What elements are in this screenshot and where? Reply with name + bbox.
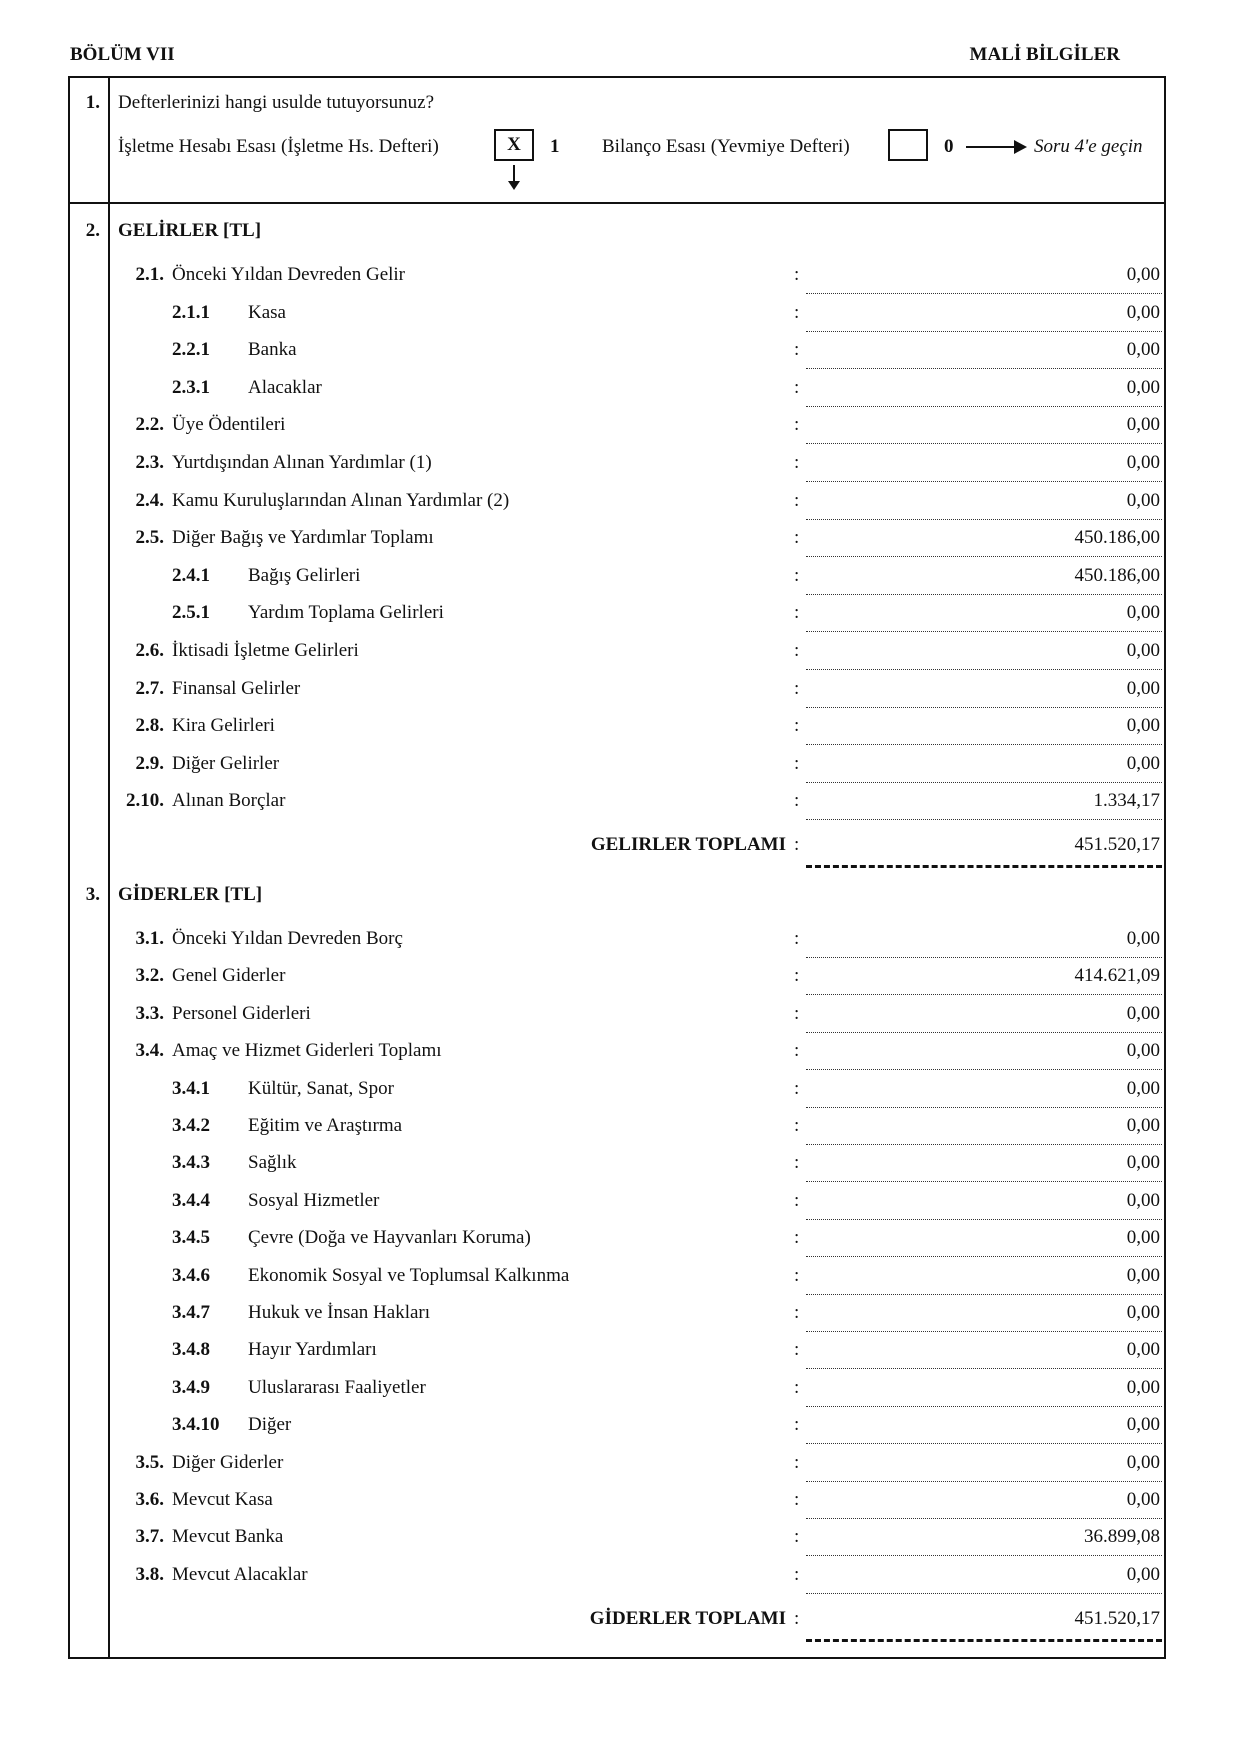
expense-row: [70, 1377, 1164, 1399]
expense-row: [70, 1339, 1164, 1361]
expense-row: [70, 1265, 1164, 1287]
income-total-row: [70, 834, 1164, 856]
row-label: Kira Gelirleri: [172, 715, 275, 737]
income-row: [70, 602, 1164, 624]
row-amount-field[interactable]: 0,00: [806, 302, 1162, 332]
row-number: 2.4.1: [172, 564, 210, 586]
expense-row: [70, 1564, 1164, 1586]
row-label: Diğer Bağış ve Yardımlar Toplamı: [172, 527, 434, 549]
row-number: 3.6.: [135, 1489, 164, 1510]
row-amount-field[interactable]: 0,00: [806, 1227, 1162, 1257]
row-amount-field[interactable]: 450.186,00: [806, 565, 1162, 595]
row-amount-field[interactable]: 0,00: [806, 339, 1162, 369]
row-number: 2.7.: [135, 677, 164, 699]
total-amount-field[interactable]: 451.520,17: [806, 1608, 1162, 1642]
row-label: Eğitim ve Araştırma: [248, 1115, 403, 1136]
row-colon: :: [794, 1526, 800, 1548]
row-label: Kültür, Sanat, Spor: [248, 1077, 394, 1099]
row-label: Diğer Giderler: [172, 1451, 284, 1473]
row-colon: :: [794, 965, 800, 987]
row-number: 2.9.: [135, 752, 164, 774]
goto-instruction: Soru 4'e geçin: [1034, 136, 1143, 157]
income-row: [70, 715, 1164, 737]
row-number: 3.4.6: [172, 1264, 210, 1286]
income-row: [70, 414, 1164, 436]
row-label: Kamu Kuruluşlarından Alınan Yardımlar (2): [172, 489, 510, 511]
row-label: Alınan Borçlar: [172, 790, 286, 812]
row-colon: :: [794, 376, 800, 398]
row-number: 3.4.3: [172, 1152, 210, 1174]
row-label: İktisadi İşletme Gelirleri: [172, 640, 359, 661]
row-label: Hayır Yardımları: [248, 1339, 377, 1361]
row-amount-field[interactable]: 0,00: [806, 1489, 1162, 1519]
row-label: Önceki Yıldan Devreden Borç: [172, 928, 403, 949]
row-amount-field[interactable]: 0,00: [806, 1414, 1162, 1444]
question-1-number: 1.: [85, 92, 100, 113]
row-colon: :: [794, 1451, 800, 1473]
total-label: GİDERLER TOPLAMI: [589, 1607, 786, 1629]
row-colon: :: [794, 1264, 800, 1286]
row-number: 3.7.: [135, 1526, 164, 1548]
form-frame: [68, 76, 1166, 1659]
row-amount-field[interactable]: 0,00: [806, 1152, 1162, 1182]
row-label: Sosyal Hizmetler: [248, 1189, 380, 1211]
row-amount-field[interactable]: 0,00: [806, 1302, 1162, 1332]
income-row: [70, 678, 1164, 700]
row-amount-field[interactable]: 414.621,09: [806, 965, 1162, 995]
row-colon: :: [794, 264, 800, 285]
row-number: 2.3.: [135, 452, 164, 473]
row-label: Önceki Yıldan Devreden Gelir: [172, 264, 406, 285]
row-colon: :: [794, 1339, 800, 1361]
row-colon: :: [794, 1152, 800, 1174]
row-number: 2.1.: [135, 264, 164, 285]
row-amount-field[interactable]: 0,00: [806, 1078, 1162, 1108]
income-row: [70, 490, 1164, 512]
row-number: 2.4.: [135, 489, 164, 511]
row-colon: :: [794, 1489, 800, 1510]
row-colon: :: [794, 1227, 800, 1249]
row-number: 3.4.2: [172, 1115, 210, 1136]
row-amount-field[interactable]: 0,00: [806, 452, 1162, 482]
question-divider: [70, 202, 1164, 204]
row-label: Personel Giderleri: [172, 1002, 311, 1024]
expense-title: GİDERLER [TL]: [118, 884, 263, 905]
row-colon: :: [794, 928, 800, 949]
row-label: Çevre (Doğa ve Hayvanları Koruma): [248, 1227, 531, 1249]
arrow-down-icon: [507, 165, 521, 196]
row-number: 2.2.1: [172, 339, 210, 361]
row-colon: :: [794, 452, 800, 473]
question-1-text: Defterlerinizi hangi usulde tutuyorsunuz?: [118, 92, 435, 113]
row-colon: :: [794, 790, 800, 812]
expense-row: [70, 1040, 1164, 1062]
row-colon: :: [794, 564, 800, 586]
row-colon: :: [794, 752, 800, 774]
option-2-label: Bilanço Esası (Yevmiye Defteri): [602, 136, 850, 157]
row-number: 3.4.7: [172, 1302, 210, 1323]
total-label: GELIRLER TOPLAMI: [590, 834, 786, 856]
row-colon: :: [794, 715, 800, 737]
option-2-code: 0: [944, 136, 954, 157]
row-colon: :: [794, 640, 800, 661]
income-row: [70, 377, 1164, 399]
row-colon: :: [794, 1002, 800, 1024]
row-colon: :: [794, 1563, 800, 1585]
row-colon: :: [794, 414, 800, 436]
row-amount-field[interactable]: 0,00: [806, 1115, 1162, 1145]
row-amount-field[interactable]: 0,00: [806, 928, 1162, 958]
section-title: MALİ BİLGİLER: [969, 44, 1120, 65]
income-row: [70, 302, 1164, 324]
total-colon: :: [794, 834, 800, 856]
expense-row: [70, 965, 1164, 987]
row-amount-field[interactable]: 0,00: [806, 1040, 1162, 1070]
arrow-right-icon: [966, 137, 1028, 162]
row-label: Mevcut Alacaklar: [172, 1563, 308, 1585]
expense-row: [70, 1452, 1164, 1474]
row-amount-field[interactable]: 0,00: [806, 1452, 1162, 1482]
row-number: 3.4.: [135, 1040, 164, 1062]
row-colon: :: [794, 1414, 800, 1436]
expense-row: [70, 1115, 1164, 1137]
row-label: Yardım Toplama Gelirleri: [248, 602, 444, 624]
row-label: Yurtdışından Alınan Yardımlar (1): [172, 452, 432, 473]
row-colon: :: [794, 1189, 800, 1211]
income-row: [70, 753, 1164, 775]
row-label: Hukuk ve İnsan Hakları: [248, 1302, 431, 1323]
row-number: 3.4.5: [172, 1227, 210, 1249]
row-amount-field[interactable]: 0,00: [806, 640, 1162, 670]
row-colon: :: [794, 1077, 800, 1099]
row-label: Ekonomik Sosyal ve Toplumsal Kalkınma: [248, 1264, 570, 1286]
row-number: 2.8.: [135, 715, 164, 737]
section-label: BÖLÜM VII: [70, 44, 175, 65]
option-1-label: İşletme Hesabı Esası (İşletme Hs. Defteri): [118, 136, 439, 157]
row-label: Diğer Gelirler: [172, 752, 280, 774]
expense-row: [70, 1526, 1164, 1548]
expense-row: [70, 1003, 1164, 1025]
row-number: 3.5.: [135, 1451, 164, 1473]
row-label: Bağış Gelirleri: [248, 564, 361, 586]
row-amount-field[interactable]: 0,00: [806, 753, 1162, 783]
income-row: [70, 640, 1164, 662]
expense-row: [70, 928, 1164, 950]
row-label: Kasa: [248, 301, 286, 323]
row-number: 3.4.1: [172, 1077, 210, 1099]
expense-row: [70, 1078, 1164, 1100]
option-1-checkbox[interactable]: X: [494, 129, 534, 161]
option-1-code: 1: [550, 136, 560, 157]
row-number: 2.6.: [135, 640, 164, 661]
row-number: 2.3.1: [172, 376, 210, 398]
row-amount-field[interactable]: 0,00: [806, 414, 1162, 444]
income-row: [70, 452, 1164, 474]
income-row: [70, 565, 1164, 587]
row-label: Üye Ödentileri: [172, 414, 286, 436]
row-amount-field[interactable]: 36.899,08: [806, 1526, 1162, 1556]
expense-row: [70, 1414, 1164, 1436]
row-amount-field[interactable]: 0,00: [806, 602, 1162, 632]
row-amount-field[interactable]: 0,00: [806, 1377, 1162, 1407]
total-colon: :: [794, 1607, 800, 1629]
row-amount-field[interactable]: 0,00: [806, 678, 1162, 708]
row-colon: :: [794, 301, 800, 323]
row-number: 3.2.: [135, 965, 164, 987]
row-amount-field[interactable]: 0,00: [806, 1564, 1162, 1594]
row-colon: :: [794, 602, 800, 624]
expense-row: [70, 1227, 1164, 1249]
row-colon: :: [794, 527, 800, 549]
row-number: 2.10.: [126, 790, 164, 812]
income-row: [70, 527, 1164, 549]
section-3-number: 3.: [85, 884, 100, 905]
option-2-checkbox[interactable]: [888, 129, 928, 161]
row-colon: :: [794, 339, 800, 361]
row-amount-field[interactable]: 0,00: [806, 490, 1162, 520]
row-number: 2.5.: [135, 527, 164, 549]
row-label: Alacaklar: [248, 376, 322, 398]
income-title: GELİRLER [TL]: [118, 220, 262, 241]
row-label: Uluslararası Faaliyetler: [248, 1376, 426, 1398]
row-label: Sağlık: [248, 1152, 297, 1174]
row-number: 3.4.10: [172, 1414, 220, 1436]
income-row: [70, 339, 1164, 361]
row-number: 2.1.1: [172, 301, 210, 323]
row-number: 2.2.: [135, 414, 164, 436]
row-number: 3.4.8: [172, 1339, 210, 1361]
row-amount-field[interactable]: 0,00: [806, 1190, 1162, 1220]
row-label: Mevcut Kasa: [172, 1489, 273, 1510]
row-label: Genel Giderler: [172, 965, 286, 987]
row-amount-field[interactable]: 0,00: [806, 1003, 1162, 1033]
row-colon: :: [794, 1040, 800, 1062]
row-amount-field[interactable]: 0,00: [806, 264, 1162, 294]
row-label: Diğer: [248, 1414, 292, 1436]
row-colon: :: [794, 677, 800, 699]
row-amount-field[interactable]: 450.186,00: [806, 527, 1162, 557]
total-amount-field[interactable]: 451.520,17: [806, 834, 1162, 868]
row-amount-field[interactable]: 1.334,17: [806, 790, 1162, 820]
row-amount-field[interactable]: 0,00: [806, 1265, 1162, 1295]
expense-row: [70, 1190, 1164, 1212]
row-number: 3.3.: [135, 1002, 164, 1024]
row-colon: :: [794, 1376, 800, 1398]
expense-row: [70, 1489, 1164, 1511]
row-amount-field[interactable]: 0,00: [806, 1339, 1162, 1369]
row-colon: :: [794, 1115, 800, 1136]
expense-total-row: [70, 1608, 1164, 1630]
income-row: [70, 790, 1164, 812]
row-number: 3.4.9: [172, 1376, 210, 1398]
row-label: Banka: [248, 339, 297, 361]
row-amount-field[interactable]: 0,00: [806, 377, 1162, 407]
row-number: 2.5.1: [172, 602, 210, 624]
row-label: Amaç ve Hizmet Giderleri Toplamı: [172, 1040, 442, 1062]
row-label: Finansal Gelirler: [172, 677, 301, 699]
row-number: 3.8.: [135, 1563, 164, 1585]
expense-row: [70, 1152, 1164, 1174]
income-row: [70, 264, 1164, 286]
row-label: Mevcut Banka: [172, 1526, 284, 1548]
section-2-number: 2.: [85, 220, 100, 241]
row-number: 3.4.4: [172, 1189, 210, 1211]
row-amount-field[interactable]: 0,00: [806, 715, 1162, 745]
expense-row: [70, 1302, 1164, 1324]
row-number: 3.1.: [135, 928, 164, 949]
row-colon: :: [794, 1302, 800, 1323]
row-colon: :: [794, 489, 800, 511]
